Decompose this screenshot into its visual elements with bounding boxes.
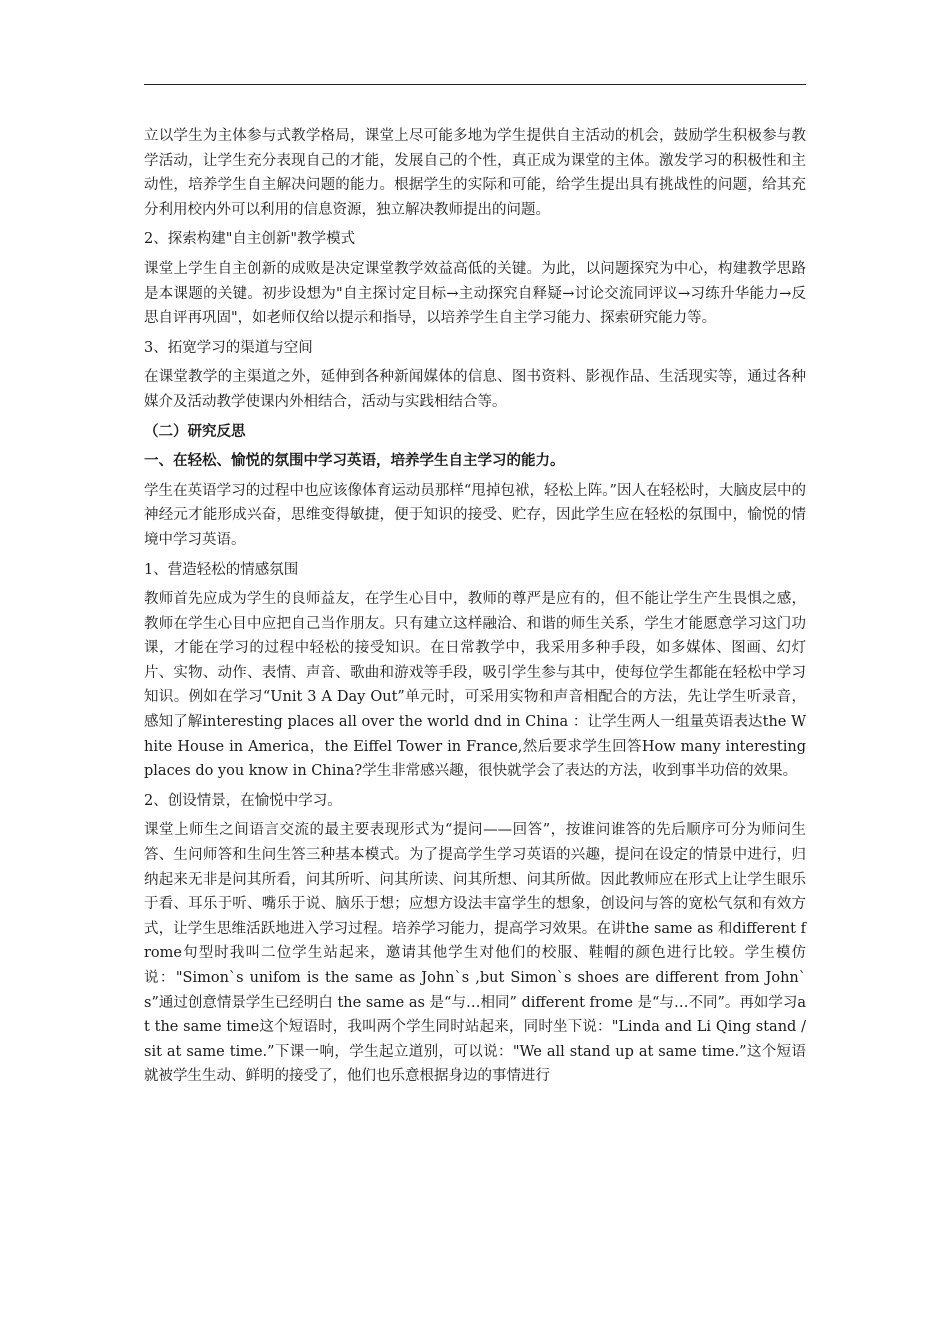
header-rule — [144, 84, 806, 85]
paragraph-innovation-model: 课堂上学生自主创新的成败是决定课堂教学效益高低的关键。为此，以问题探究为中心，构建教学思路是本课题的关键。初步设想为"自主探讨定目标→主动探究自释疑→讨论交流同评议→习练升华能力→反思自评再巩固"，如老师仅给以提示和指导，以培养学生自主学习能力、探索研究能力等。 — [144, 260, 806, 327]
section-heading-relaxed-learning: 一、在轻松、愉悦的氛围中学习英语，培养学生自主学习的能力。 — [144, 452, 565, 470]
paragraph-relaxed-learning: 学生在英语学习的过程中也应该像体育运动员那样“甩掉包袱，轻松上阵。”因人在轻松时，大脑皮层中的神经元才能形成兴奋，思维变得敏捷，便于知识的接受、贮存，因此学生应在轻松的氛围中，愉悦的情境中学习英语。 — [144, 482, 806, 548]
subheading-emotional-atmosphere: 1、营造轻松的情感氛围 — [144, 561, 299, 578]
paragraph-create-scenarios: 课堂上师生之间语言交流的最主要表现形式为“提问——回答”，按谁问谁答的先后顺序可分为师问生答、生问师答和生问生答三种基本模式。为了提高学生学习英语的兴趣，提问在设定的情景中进行，归纳起来无非是问其所看，问其所听、问其所读、问其所想、问其所做。因此教师应在形式上让学生眼乐于看、耳乐于听、嘴乐于说、脑乐于想；应想方设法丰富学生的想象，创设问与答的宽松气氛和有效方式，让学生思维活跃地进入学习过程。培养学习能力，提高学习效果。在讲the same as 和different frome句型时我叫二位学生站起来，邀请其他学生对他们的校服、鞋帽的颜色进行比较。学生模仿说："Simon`s unifom is the same as John`s ,but Simon`s shoes are different from John`s”通过创意情景学生已经明白 the same as 是“与…相同” different frome 是“与…不同”。再如学习at the same time这个短语时，我叫两个学生同时站起来，同时坐下说："Linda and Li Qing stand /sit at same time.”下课一响，学生起立道别，可以说："We all stand up at same time.”这个短语就被学生生动、鲜明的接受了，他们也乐意根据身边的事情进行 — [144, 822, 806, 1085]
section-heading-3: 3、拓宽学习的渠道与空间 — [144, 339, 313, 356]
document-body — [144, 124, 806, 1089]
section-heading-2: 2、探索构建"自主创新"教学模式 — [144, 231, 356, 248]
paragraph-learning-channels: 在课堂教学的主渠道之外，延伸到各种新闻媒体的信息、图书资料、影视作品、生活现实等，通过各种媒介及活动教学使课内外相结合，活动与实践相结合等。 — [144, 369, 806, 410]
paragraph-intro: 立以学生为主体参与式教学格局，课堂上尽可能多地为学生提供自主活动的机会，鼓励学生积极参与教学活动，让学生充分表现自己的才能，发展自己的个性，真正成为课堂的主体。激发学习的积极性和主动性，培养学生自主解决问题的能力。根据学生的实际和可能，给学生提出具有挑战性的问题，给其充分利用校内外可以利用的信息资源，独立解决教师提出的问题。 — [144, 128, 806, 218]
paragraph-emotional-atmosphere: 教师首先应成为学生的良师益友，在学生心目中，教师的尊严是应有的，但不能让学生产生畏惧之感，教师在学生心目中应把自己当作朋友。只有建立这样融洽、和谐的师生关系，学生才能愿意学习这门功课，才能在学习的过程中轻松的接受知识。在日常教学中，我采用多种手段，如多媒体、图画、幻灯片、实物、动作、表情、声音、歌曲和游戏等手段，吸引学生参与其中，使每位学生都能在轻松中学习知识。例如在学习“Unit 3 A Day Out”单元时，可采用实物和声音相配合的方法，先让学生听录音，感知了解interesting places all over the world dnd in China ：让学生两人一组量英语表达the White House in America，the Eiffel Tower in France,然后要求学生回答How many interesting places do you know in China?学生非常感兴趣，很快就学会了表达的方法，收到事半功倍的效果。 — [144, 591, 806, 780]
section-heading-research-reflection: （二）研究反思 — [144, 422, 246, 440]
subheading-create-scenarios: 2、创设情景，在愉悦中学习。 — [144, 792, 342, 809]
